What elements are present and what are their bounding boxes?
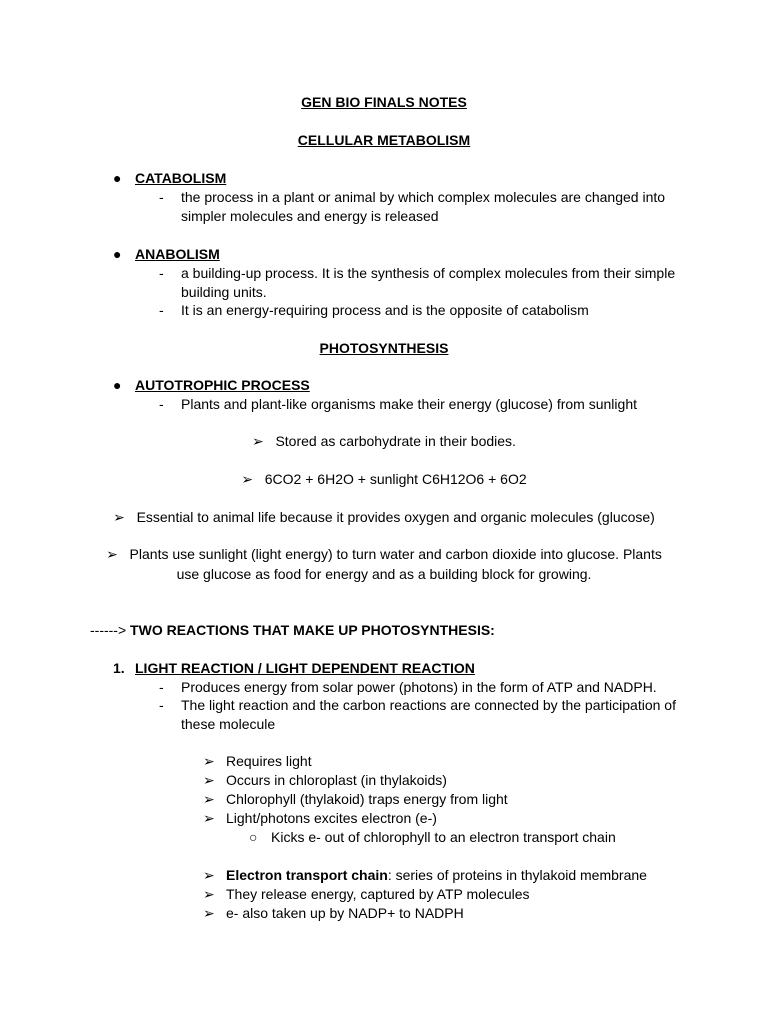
- dash-marker: -: [159, 302, 164, 318]
- arrow-icon: ➢: [252, 433, 264, 449]
- anabolism-definition-2: It is an energy-requiring process and is the opposite of catabolism: [181, 302, 589, 318]
- arrow-item-sunlight-continued: use glucose as food for energy and as a building block for growing.: [176, 566, 592, 582]
- arrow-item-release-energy: They release energy, captured by ATP molecules: [226, 886, 530, 902]
- light-reaction-point-1: Produces energy from solar power (photons) in the form of ATP and NADPH.: [181, 679, 657, 695]
- circle-bullet-icon: ○: [249, 829, 258, 845]
- dash-marker: -: [159, 265, 164, 281]
- term-catabolism: CATABOLISM: [135, 170, 227, 186]
- anabolism-definition-line1: a building-up process. It is the synthesis of complex molecules from their simple: [181, 265, 676, 281]
- dash-marker: -: [159, 679, 164, 695]
- autotrophic-definition: Plants and plant-like organisms make their energy (glucose) from sunlight: [181, 396, 637, 412]
- arrow-icon: ➢: [203, 810, 215, 826]
- circle-item-kicks: Kicks e- out of chlorophyll to an electron transport chain: [271, 829, 616, 845]
- catabolism-definition-line1: the process in a plant or animal by which complex molecules are changed into: [181, 189, 666, 205]
- section-heading-metabolism: CELLULAR METABOLISM: [297, 132, 471, 148]
- arrow-item-chlorophyll: Chlorophyll (thylakoid) traps energy from light: [226, 791, 508, 807]
- arrow-item-stored: ➢ Stored as carbohydrate in their bodies.: [252, 433, 516, 449]
- bullet-icon: ●: [113, 170, 122, 186]
- arrow-item-requires-light: Requires light: [226, 753, 312, 769]
- arrow-icon: ➢: [113, 509, 125, 525]
- dash-marker: -: [159, 396, 164, 412]
- arrow-icon: ➢: [203, 772, 215, 788]
- dash-marker: -: [159, 697, 164, 713]
- arrow-item-essential: ➢ Essential to animal life because it provides oxygen and organic molecules (glucose): [113, 509, 655, 525]
- anabolism-definition-line2: building units.: [181, 284, 267, 300]
- two-reactions-heading: ------> TWO REACTIONS THAT MAKE UP PHOTOSYNTHESIS:: [90, 622, 495, 638]
- arrow-icon: ➢: [203, 905, 215, 921]
- light-reaction-point-2-line1: The light reaction and the carbon reactions are connected by the participation of: [181, 697, 676, 713]
- arrow-item-sunlight: ➢ Plants use sunlight (light energy) to turn water and carbon dioxide into glucose. Plants: [106, 546, 662, 562]
- arrow-icon: ➢: [203, 791, 215, 807]
- document-title: GEN BIO FINALS NOTES: [301, 94, 467, 110]
- bullet-icon: ●: [113, 246, 122, 262]
- arrow-item-chloroplast: Occurs in chloroplast (in thylakoids): [226, 772, 447, 788]
- arrow-icon: ➢: [203, 753, 215, 769]
- arrow-icon: ➢: [106, 546, 118, 562]
- arrow-item-nadph: e- also taken up by NADP+ to NADPH: [226, 905, 464, 921]
- term-autotrophic: AUTOTROPHIC PROCESS: [135, 377, 310, 393]
- bullet-icon: ●: [113, 377, 122, 393]
- light-reaction-point-2-line2: these molecule: [181, 716, 276, 732]
- catabolism-definition-line2: simpler molecules and energy is released: [181, 208, 439, 224]
- arrow-icon: ➢: [203, 867, 215, 883]
- arrow-item-equation: ➢ 6CO2 + 6H2O + sunlight C6H12O6 + 6O2: [241, 471, 527, 487]
- list-number: 1.: [113, 660, 125, 676]
- term-light-reaction: LIGHT REACTION / LIGHT DEPENDENT REACTION: [135, 660, 475, 676]
- arrow-icon: ➢: [203, 886, 215, 902]
- section-heading-photosynthesis: PHOTOSYNTHESIS: [319, 340, 449, 356]
- dash-marker: -: [159, 189, 164, 205]
- arrow-item-photons: Light/photons excites electron (e-): [226, 810, 437, 826]
- arrow-icon: ➢: [241, 471, 254, 487]
- term-anabolism: ANABOLISM: [135, 246, 220, 262]
- arrow-item-etc: Electron transport chain: series of proteins in thylakoid membrane: [226, 867, 647, 883]
